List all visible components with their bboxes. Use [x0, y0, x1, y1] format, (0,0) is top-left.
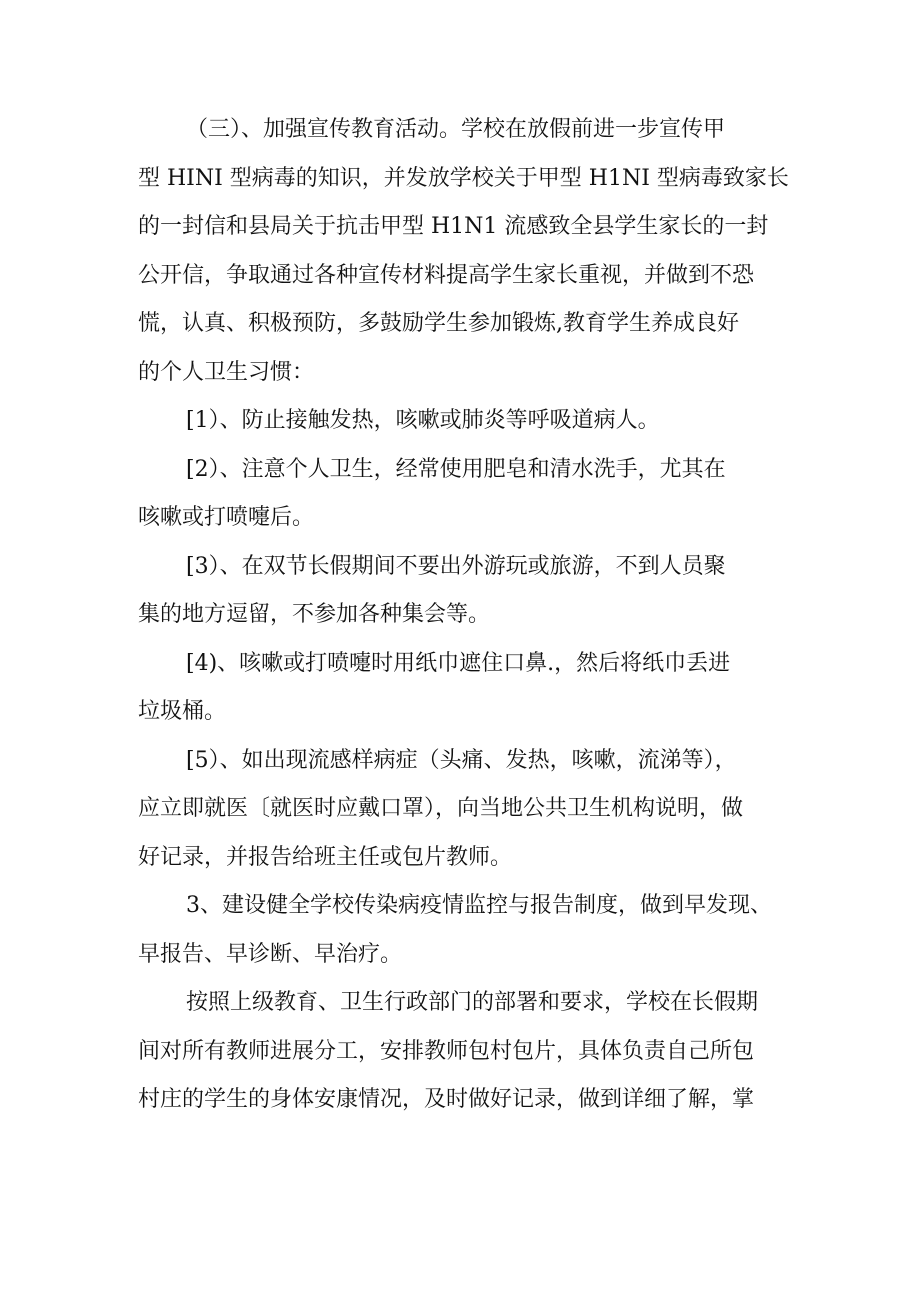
- paragraph-reporting-system: [138, 882, 788, 979]
- document-body: [138, 106, 788, 1125]
- text-line: 早报告、早诊断、早治疗。: [138, 941, 403, 967]
- paragraph-item-4: [138, 640, 788, 737]
- text-line: [1）、防止接触发热，咳嗽或肺炎等呼吸道病人。: [186, 408, 660, 433]
- text-line: 应立即就医〔就医时应戴口罩），向当地公共卫生机构说明，做: [138, 796, 744, 821]
- text-line: 好记录，并报告给班主任或包片教师。: [138, 844, 513, 870]
- text-line: 的一封信和县局关于抗击甲型 H1N1 流感致全县学生家长的一封: [138, 214, 769, 239]
- paragraph-publicity-campaign: [138, 106, 788, 397]
- text-line: 集的地方逗留，不参加各种集会等。: [138, 602, 491, 627]
- text-line: 型 HINI 型病毒的知识，并发放学校关于甲型 H1NI 型病毒致家长: [138, 165, 789, 191]
- text-line: 公开信，争取通过各种宣传材料提高学生家长重视，并做到不恐: [138, 262, 755, 288]
- text-line: [5）、如出现流感样病症（头痛、发热，咳嗽，流涕等），: [186, 747, 737, 773]
- text-line: 咳嗽或打喷嚏后。: [138, 505, 315, 530]
- text-line: （三）、加强宣传教育活动。学校在放假前进一步宣传甲: [186, 117, 726, 142]
- text-line: 按照上级教育、卫生行政部门的部署和要求，学校在长假期: [186, 990, 759, 1015]
- text-line: [3）、在双节长假期间不要出外游玩或旅游，不到人员聚: [186, 553, 726, 579]
- paragraph-item-3: [138, 543, 788, 640]
- text-line: 间对所有教师进展分工，安排教师包村包片，具体负责自己所包: [138, 1038, 755, 1064]
- text-line: 的个人卫生习惯：: [138, 359, 315, 385]
- paragraph-item-5: [138, 737, 788, 883]
- text-line: 慌，认真、积极预防，多鼓励学生参加锻炼,教育学生养成良好: [138, 311, 739, 336]
- paragraph-teacher-assignment: [138, 979, 788, 1125]
- text-line: [2）、注意个人卫生，经常使用肥皂和清水洗手，尤其在: [186, 456, 726, 482]
- text-line: 村庄的学生的身体安康情况，及时做好记录，做到详细了解，掌: [138, 1087, 755, 1112]
- text-line: 3、建设健全学校传染病疫情监控与报告制度，做到早发现、: [186, 893, 772, 918]
- text-line: 垃圾桶。: [138, 699, 227, 724]
- paragraph-item-2: [138, 446, 788, 543]
- paragraph-item-1: [138, 397, 788, 446]
- text-line: [4)、咳嗽或打喷嚏时用纸巾遮住口鼻.，然后将纸巾丢进: [186, 650, 731, 676]
